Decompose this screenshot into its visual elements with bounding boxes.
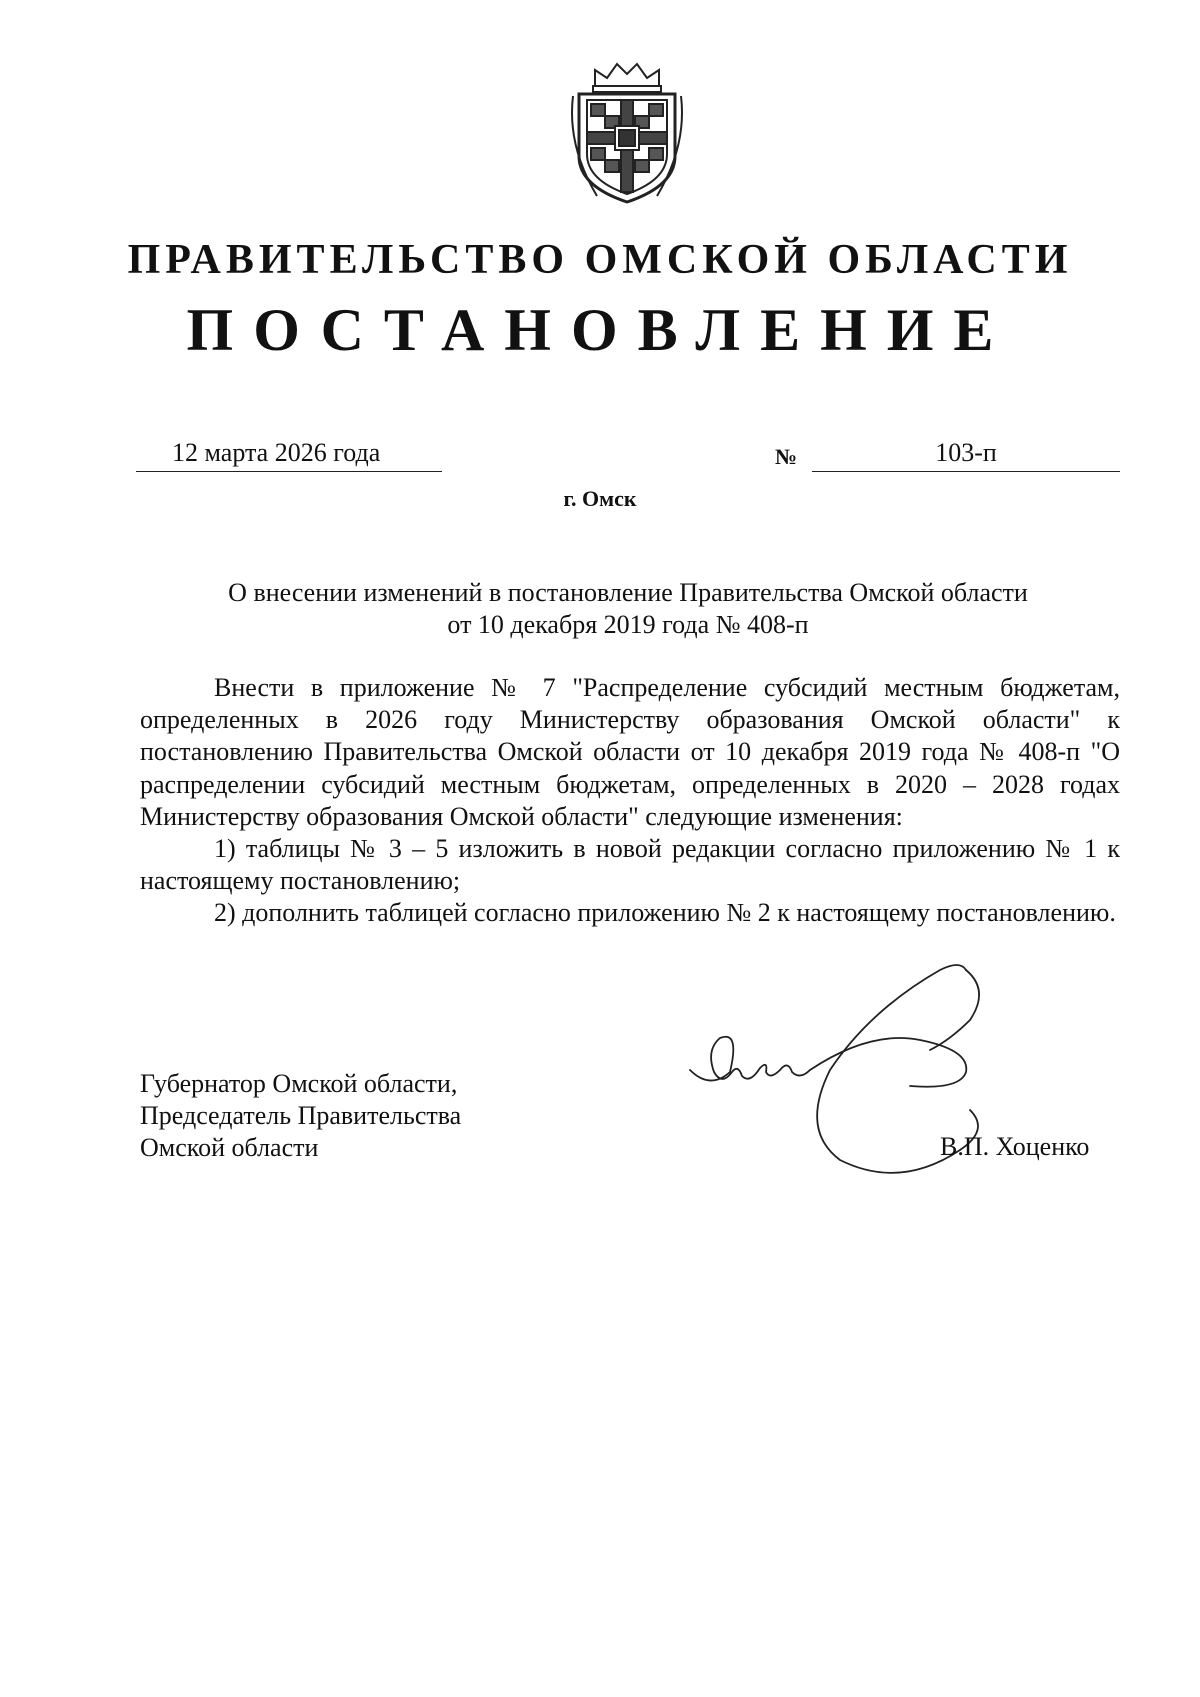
organization-title: ПРАВИТЕЛЬСТВО ОМСКОЙ ОБЛАСТИ <box>127 237 1073 283</box>
body-item-1: 1) таблицы № 3 – 5 изложить в новой редакции согласно приложению № 1 к настоящему постановлению; <box>140 834 1120 896</box>
document-type-title: ПОСТАНОВЛЕНИЕ <box>186 297 1014 363</box>
body-item-2: 2) дополнить таблицей согласно приложению № 2 к настоящему постановлению. <box>214 898 1116 928</box>
document-subject <box>136 577 1120 641</box>
signatory-name: В.П. Хоценко <box>940 1132 1090 1161</box>
document-number: 103-п <box>812 438 1120 472</box>
subject-line-2: от 10 декабря 2019 года № 408-п <box>447 610 809 639</box>
position-line-2: Председатель Правительства <box>140 1101 462 1130</box>
document-body <box>140 672 1120 930</box>
number-sign: № <box>775 444 798 469</box>
position-line-1: Губернатор Омской области, <box>140 1069 458 1098</box>
document-date: 12 марта 2026 года <box>136 438 442 472</box>
coat-of-arms-icon <box>567 56 687 206</box>
subject-line-1: О внесении изменений в постановление Правительства Омской области <box>228 578 1028 607</box>
signatory-position <box>140 1068 461 1164</box>
body-paragraph: Внести в приложение № 7 "Распределение субсидий местным бюджетам, определенных в 2026 году Министерству образования Омской области" к постановлению Правительства Омской области от 10 декабря 2019 года № 408-п "О распределении субсидий местным бюджетам, определенных в 2020 – 2028 годах Министерству образования Омской области" следующие изменения: <box>140 673 1120 831</box>
city: г. Омск <box>563 486 637 511</box>
position-line-3: Омской области <box>140 1133 319 1162</box>
